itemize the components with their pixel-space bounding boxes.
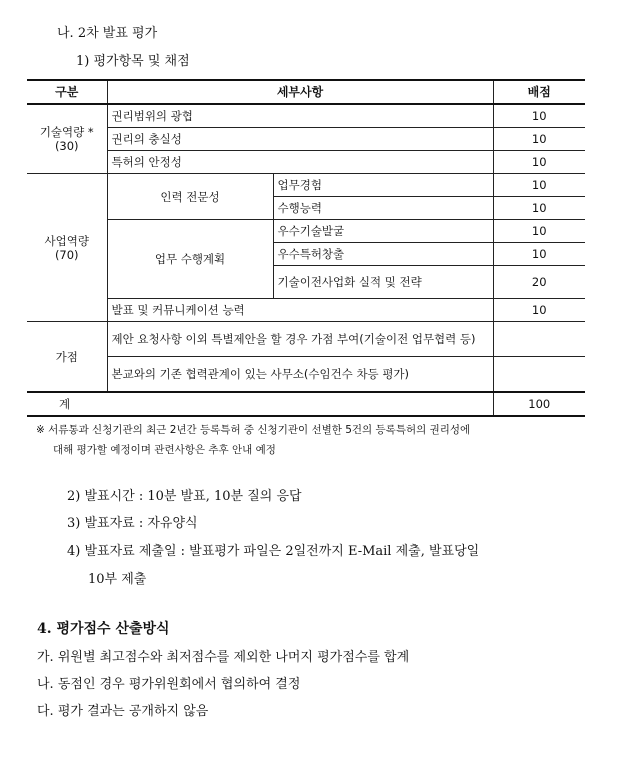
- biz-category-score: (70): [54, 247, 79, 262]
- table-total-row: [27, 392, 585, 416]
- footnote-line-1: ※ 서류통과 신청기관의 최근 2년간 등록특허 중 신청기관이 선별한 5건의 등록특허의 권리성에: [36, 424, 471, 436]
- section-na-title: 나. 2차 발표 평가: [57, 26, 158, 41]
- table-cell: 권리의 충실성: [107, 128, 493, 151]
- score-cell: 10: [493, 243, 585, 266]
- section-4-da: 다. 평가 결과는 공개하지 않음: [37, 704, 209, 719]
- table-row: [27, 220, 585, 243]
- table-cell: 기술이전사업화 실적 및 전략: [273, 266, 493, 299]
- section-4-title: 4. 평가점수 산출방식: [37, 621, 170, 637]
- total-score: 100: [493, 392, 585, 416]
- table-cell: 제안 요청사항 이외 특별제안을 할 경우 가점 부여(기술이전 업무협력 등): [107, 322, 493, 357]
- table-row: [27, 151, 585, 174]
- score-cell: 10: [493, 220, 585, 243]
- section-4-na: 나. 동점인 경우 평가위원회에서 협의하여 결정: [37, 677, 301, 692]
- item-3: 3) 발표자료 : 자유양식: [67, 516, 198, 531]
- biz-category-label: 사업역량: [44, 233, 89, 248]
- table-row: [27, 322, 585, 357]
- subsection-1-title: 1) 평가항목 및 채점: [76, 54, 190, 69]
- table-cell: 우수기술발굴: [273, 220, 493, 243]
- table-row: [27, 128, 585, 151]
- evaluation-table: [27, 79, 585, 417]
- table-cell: 본교와의 기존 협력관계이 있는 사무소(수임건수 차등 평가): [107, 357, 493, 393]
- bonus-category-cell: 가점: [27, 322, 107, 393]
- item-2: 2) 발표시간 : 10분 발표, 10분 질의 응답: [67, 489, 302, 504]
- tech-category-label: 기술역량 *: [39, 125, 94, 139]
- score-cell: [493, 322, 585, 357]
- table-cell: 업무경험: [273, 174, 493, 197]
- biz-category-cell: [27, 174, 107, 322]
- table-row: [27, 299, 585, 322]
- biz-group2-label: 업무 수행계획: [107, 220, 273, 299]
- tech-category-cell: [27, 104, 107, 174]
- score-cell: 10: [493, 128, 585, 151]
- score-cell: 10: [493, 104, 585, 128]
- score-cell: 10: [493, 174, 585, 197]
- tech-category-score: (30): [54, 139, 79, 153]
- section-4-ga: 가. 위원별 최고점수와 최저점수를 제외한 나머지 평가점수를 합계: [37, 650, 410, 665]
- total-label: 계: [27, 392, 493, 416]
- item-4-line-1: 4) 발표자료 제출일 : 발표평가 파일은 2일전까지 E-Mail 제출, 발표당일: [67, 544, 480, 559]
- score-cell: 10: [493, 151, 585, 174]
- footnote-line-2: 대해 평가할 예정이며 관련사항은 추후 안내 예정: [53, 444, 276, 456]
- score-cell: 10: [493, 299, 585, 322]
- table-cell: 권리범위의 광협: [107, 104, 493, 128]
- table-row: [27, 357, 585, 393]
- table-row: [27, 174, 585, 197]
- header-score: 배점: [493, 80, 585, 104]
- header-details: 세부사항: [107, 80, 493, 104]
- score-cell: 20: [493, 266, 585, 299]
- score-cell: 10: [493, 197, 585, 220]
- table-cell: 수행능력: [273, 197, 493, 220]
- header-category: 구분: [27, 80, 107, 104]
- table-cell: 발표 및 커뮤니케이션 능력: [107, 299, 493, 322]
- score-cell: [493, 357, 585, 393]
- table-header-row: [27, 80, 585, 104]
- table-cell: 특허의 안정성: [107, 151, 493, 174]
- biz-group1-label: 인력 전문성: [107, 174, 273, 220]
- table-cell: 우수특허창출: [273, 243, 493, 266]
- item-4-line-2: 10부 제출: [88, 572, 147, 587]
- table-row: [27, 104, 585, 128]
